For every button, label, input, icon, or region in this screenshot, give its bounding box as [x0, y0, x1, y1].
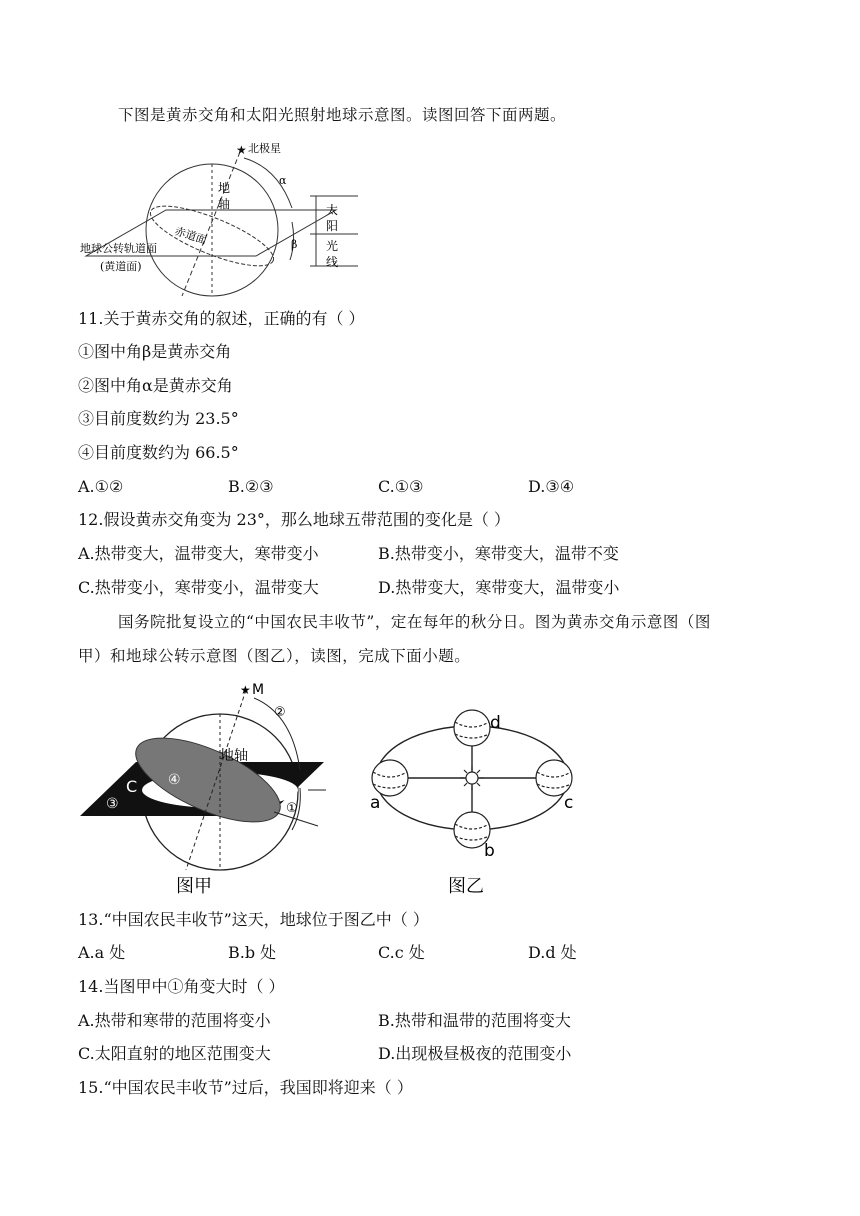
- q14-option-b: B.热带和温带的范围将变大: [378, 1011, 571, 1030]
- q11-stem: 11.关于黄赤交角的叙述，正确的有（ ）: [78, 309, 365, 328]
- north-star-label: 北极星: [248, 142, 281, 155]
- ecliptic-label: (黄道面): [100, 260, 142, 273]
- q11-statement-2: ②图中角α是黄赤交角: [78, 376, 233, 395]
- q13-option-a: A.a 处: [78, 943, 126, 962]
- q14-option-a: A.热带和寒带的范围将变小: [78, 1011, 271, 1030]
- q11-statement-3: ③目前度数约为 23.5°: [78, 409, 239, 428]
- q11-statement-1: ①图中角β是黄赤交角: [78, 342, 232, 361]
- q12-option-b: B.热带变小，寒带变大，温带不变: [378, 544, 619, 563]
- svg-text:太: 太: [326, 203, 339, 217]
- svg-text:线: 线: [326, 255, 339, 269]
- q13-option-b: B.b 处: [228, 943, 277, 962]
- orbit-plane-label: 地球公转轨道面: [80, 242, 157, 255]
- svg-text:轴: 轴: [218, 197, 231, 211]
- star-icon: ★: [236, 143, 247, 157]
- q13-option-d: D.d 处: [528, 943, 577, 962]
- q11-option-b: B.②③: [228, 477, 274, 496]
- q15-stem: 15.“中国农民丰收节”过后，我国即将迎来（ ）: [78, 1078, 413, 1097]
- svg-text:②: ②: [274, 705, 286, 720]
- figure-jia-caption: 图甲: [176, 876, 212, 896]
- svg-text:b: b: [484, 841, 495, 861]
- svg-text:地轴: 地轴: [220, 748, 248, 764]
- svg-text:d: d: [490, 713, 501, 733]
- figure-yi: [362, 696, 592, 896]
- q14-stem: 14.当图甲中①角变大时（ ）: [78, 977, 285, 996]
- q14-option-d: D.出现极昼极夜的范围变小: [378, 1044, 572, 1063]
- svg-text:β: β: [291, 238, 298, 251]
- q12-option-c: C.热带变小，寒带变小，温带变大: [78, 578, 319, 597]
- svg-text:C: C: [126, 777, 138, 796]
- svg-text:c: c: [564, 793, 574, 813]
- earth-a: [372, 760, 408, 796]
- intro-text-2-cont: 甲）和地球公转示意图（图乙），读图，完成下面小题。: [78, 647, 471, 665]
- equator-label: 赤道面: [173, 224, 209, 248]
- intro-text-1: 下图是黄赤交角和太阳光照射地球示意图。读图回答下面两题。: [118, 106, 567, 124]
- earth-d: [454, 710, 490, 746]
- q11-option-a: A.①②: [78, 477, 124, 496]
- svg-text:④: ④: [168, 772, 181, 788]
- q11-option-c: C.①③: [378, 477, 424, 496]
- svg-text:地: 地: [218, 181, 231, 195]
- q13-option-c: C.c 处: [378, 943, 425, 962]
- svg-text:M: M: [252, 682, 265, 698]
- intro-text-2: 国务院批复设立的“中国农民丰收节”，定在每年的秋分日。图为黄赤交角示意图（图: [118, 613, 711, 631]
- earth-axis: [182, 152, 240, 296]
- svg-text:光: 光: [326, 239, 339, 253]
- svg-text:α: α: [279, 174, 287, 187]
- figure-jia: [78, 680, 328, 896]
- svg-text:a: a: [370, 793, 381, 813]
- svg-text:阳: 阳: [326, 219, 339, 233]
- q11-option-d: D.③④: [528, 477, 575, 496]
- q12-option-a: A.热带变大，温带变大，寒带变小: [78, 544, 319, 563]
- q14-option-c: C.太阳直射的地区范围变大: [78, 1044, 271, 1063]
- svg-text:③: ③: [106, 796, 119, 812]
- q12-option-d: D.热带变大，寒带变大，温带变小: [378, 578, 620, 597]
- figure-yi-caption: 图乙: [448, 876, 484, 896]
- svg-text:①: ①: [286, 801, 298, 816]
- earth-c: [536, 760, 572, 796]
- sun-icon: [460, 766, 484, 790]
- star-icon: ★: [240, 683, 251, 697]
- ecliptic-figure-1: [78, 138, 378, 298]
- q12-stem: 12.假设黄赤交角变为 23°，那么地球五带范围的变化是（ ）: [78, 510, 510, 529]
- q11-statement-4: ④目前度数约为 66.5°: [78, 443, 239, 462]
- q13-stem: 13.“中国农民丰收节”这天，地球位于图乙中（ ）: [78, 910, 429, 929]
